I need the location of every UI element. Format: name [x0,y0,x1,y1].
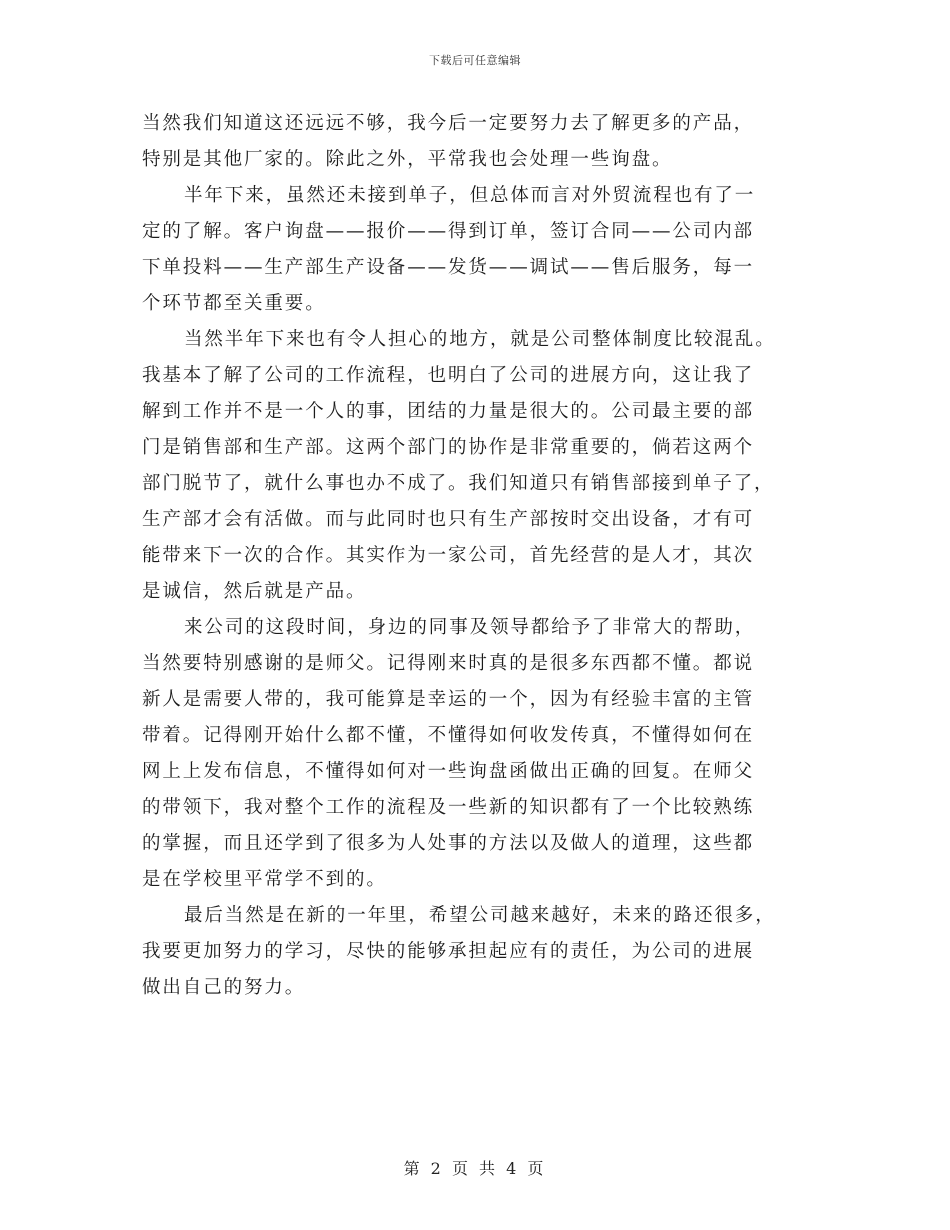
paragraph-start-line: 当然半年下来也有令人担心的地方，就是公司整体制度比较混乱。 [184,329,776,350]
text-line: 门是销售部和生产部。这两个部门的协作是非常重要的，倘若这两个 [142,437,755,458]
text-line: 网上上发布信息，不懂得如何对一些询盘函做出正确的回复。在师父 [142,761,755,782]
text-line: 做出自己的努力。 [142,977,306,998]
text-line: 当然要特别感谢的是师父。记得刚来时真的是很多东西都不懂。都说 [142,653,755,674]
body-text [142,106,802,1006]
text-line: 新人是需要人带的，我可能算是幸运的一个，因为有经验丰富的主管 [142,689,755,710]
text-line: 定的了解。客户询盘——报价——得到订单，签订合同——公司内部 [142,221,755,242]
paragraph-start-line: 最后当然是在新的一年里，希望公司越来越好，未来的路还很多， [184,905,776,926]
text-line: 生产部才会有活做。而与此同时也只有生产部按时交出设备，才有可 [142,509,755,530]
paragraph-start-line: 来公司的这段时间，身边的同事及领导都给予了非常大的帮助， [184,617,756,638]
text-line: 下单投料——生产部生产设备——发货——调试——售后服务，每一 [142,257,755,278]
page-number-footer: 第 2 页 共 4 页 [403,1159,547,1178]
page-header: 下载后可任意编辑 [429,54,521,67]
text-line: 能带来下一次的合作。其实作为一家公司，首先经营的是人才，其次 [142,545,755,566]
paragraph-start-line: 半年下来，虽然还未接到单子，但总体而言对外贸流程也有了一 [184,185,756,206]
text-line: 是在学校里平常学不到的。 [142,869,387,890]
text-line: 带着。记得刚开始什么都不懂，不懂得如何收发传真，不懂得如何在 [142,725,755,746]
text-line: 的掌握，而且还学到了很多为人处事的方法以及做人的道理，这些都 [142,833,755,854]
text-line: 特别是其他厂家的。除此之外，平常我也会处理一些询盘。 [142,149,673,170]
text-line: 部门脱节了，就什么事也办不成了。我们知道只有销售部接到单子了， [142,473,775,494]
text-line: 我基本了解了公司的工作流程，也明白了公司的进展方向，这让我了 [142,365,755,386]
text-line: 当然我们知道这还远远不够，我今后一定要努力去了解更多的产品， [142,113,755,134]
text-line: 解到工作并不是一个人的事，团结的力量是很大的。公司最主要的部 [142,401,755,422]
text-line: 个环节都至关重要。 [142,293,326,314]
text-line: 的带领下，我对整个工作的流程及一些新的知识都有了一个比较熟练 [142,797,755,818]
text-line: 我要更加努力的学习，尽快的能够承担起应有的责任，为公司的进展 [142,941,755,962]
text-line: 是诚信，然后就是产品。 [142,581,367,602]
